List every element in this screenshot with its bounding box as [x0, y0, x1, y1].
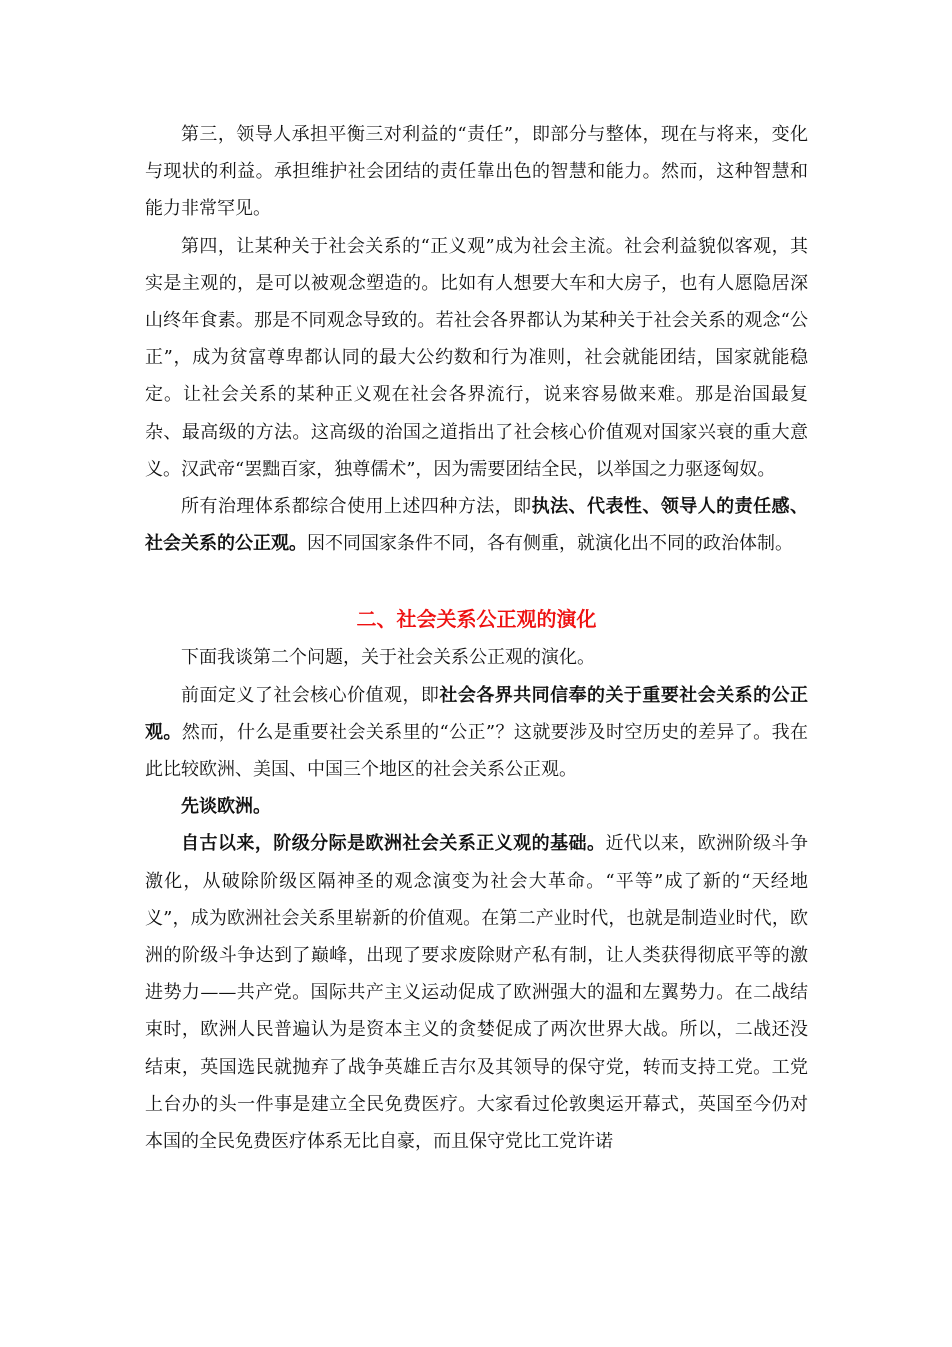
paragraph-text: 近代以来，欧洲阶级斗争激化，从破除阶级区隔神圣的观念演变为社会大革命。“平等”成了新的“天经地义”，成为欧洲社会关系里崭新的价值观。在第二产业时代，也就是制造业时代，欧洲的阶级斗争达到了巅峰，出现了要求废除财产私有制，让人类获得彻底平等的激进势力——共产党。国际共产主义运动促成了欧洲强大的温和左翼势力。在二战结束时，欧洲人民普遍认为是资本主义的贪婪促成了两次世界大战。所以，二战还没结束，英国选民就抛弃了战争英雄丘吉尔及其领导的保守党，转而支持工党。工党上台办的头一件事是建立全民免费医疗。大家看过伦敦奥运开幕式，英国至今仍对本国的全民免费医疗体系无比自豪，而且保守党比工党许诺 [145, 833, 808, 1153]
paragraph-fourth-point [145, 228, 808, 488]
paragraph-summary-methods [145, 488, 808, 562]
paragraph-europe-title [145, 788, 808, 825]
paragraph-europe-body [145, 825, 808, 1160]
bold-emphasis: 先谈欧洲。 [181, 796, 271, 818]
paragraph-text: 然而，什么是重要社会关系里的“公正”？这就要涉及时空历史的差异了。我在此比较欧洲、美国、中国三个地区的社会关系公正观。 [145, 721, 808, 781]
paragraph-text: 第三，领导人承担平衡三对利益的“责任”，即部分与整体，现在与将来，变化与现状的利益。承担维护社会团结的责任靠出色的智慧和能力。然而，这种智慧和能力非常罕见。 [145, 124, 808, 220]
document-body [145, 116, 808, 1160]
bold-emphasis: 执法、代表性、领导人的责任感、社会关系的公正观。 [145, 496, 809, 555]
paragraph-text: 前面定义了社会核心价值观，即 [181, 684, 440, 706]
paragraph-text: 第四，让某种关于社会关系的“正义观”成为社会主流。社会利益貌似客观，其实是主观的，是可以被观念塑造的。比如有人想要大车和大房子，也有人愿隐居深山终年食素。那是不同观念导致的。若社会各界都认为某种关于社会关系的观念“公正”，成为贫富尊卑都认同的最大公约数和行为准则，社会就能团结，国家就能稳定。让社会关系的某种正义观在社会各界流行，说来容易做来难。那是治国最复杂、最高级的方法。这高级的治国之道指出了社会核心价值观对国家兴衰的重大意义。汉武帝“罢黜百家，独尊儒术”，因为需要团结全民，以举国之力驱逐匈奴。 [145, 235, 808, 480]
paragraph-intro-second-question [145, 639, 808, 676]
bold-emphasis: 社会各界共同信奉的关于重要社会关系的公正观。 [145, 684, 809, 743]
paragraph-text: 下面我谈第二个问题，关于社会关系公正观的演化。 [181, 647, 595, 669]
section-heading: 二、社会关系公正观的演化 [356, 607, 597, 632]
bold-emphasis: 自古以来，阶级分际是欧洲社会关系正义观的基础。 [181, 833, 606, 855]
paragraph-text: 所有治理体系都综合使用上述四种方法，即 [181, 496, 532, 518]
paragraph-third-point [145, 116, 808, 228]
paragraph-text: 因不同国家条件不同，各有侧重，就演化出不同的政治体制。 [307, 533, 793, 555]
paragraph-definition [145, 677, 808, 789]
